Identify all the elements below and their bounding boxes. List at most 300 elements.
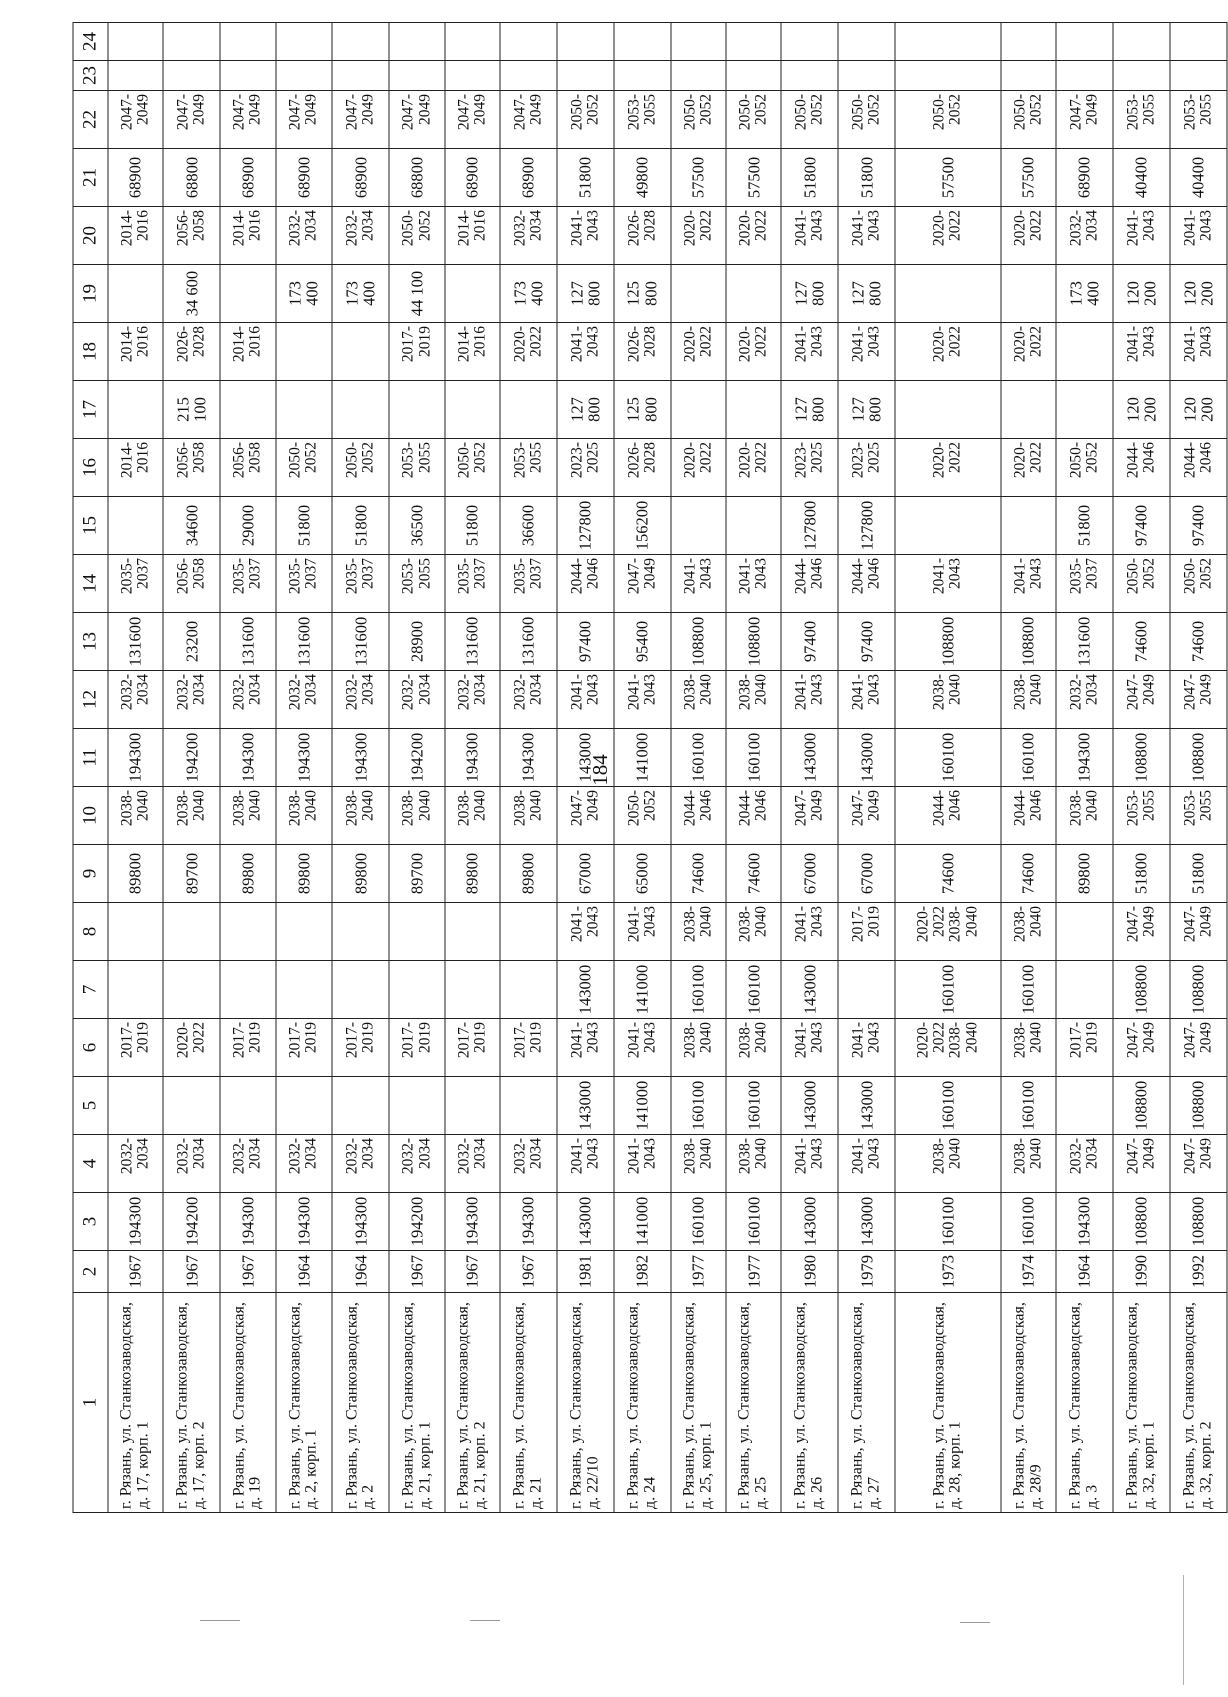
- table-row: [1170, 23, 1227, 1513]
- table-cell: 2038-2040: [1001, 1135, 1056, 1193]
- table-cell: 1981: [557, 1251, 614, 1293]
- table-cell: 108800: [671, 613, 726, 671]
- table-cell: 2050-2052: [838, 91, 895, 149]
- table-cell: 2041-2043: [557, 903, 614, 961]
- table-cell: 194200: [163, 729, 220, 787]
- table-cell: 68800: [163, 149, 220, 207]
- table-cell: 160100: [895, 1193, 1001, 1251]
- table-cell: [500, 903, 557, 961]
- table-cell: 51800: [1056, 497, 1113, 555]
- table-cell: 89800: [276, 845, 333, 903]
- table-cell: [1113, 23, 1170, 61]
- table-cell: 2038-2040: [726, 1135, 781, 1193]
- table-cell: 194300: [332, 1193, 389, 1251]
- table-cell: 89800: [1056, 845, 1113, 903]
- table-cell: 2032-2034: [1056, 1135, 1113, 1193]
- table-cell: [220, 1077, 275, 1135]
- table-cell: 156200: [614, 497, 671, 555]
- address-cell: г. Рязань, ул. Станкозаводская, д. 24: [614, 1293, 671, 1513]
- table-cell: 131600: [220, 613, 275, 671]
- table-cell: 2032-2034: [163, 1135, 220, 1193]
- table-cell: 65000: [614, 845, 671, 903]
- table-cell: 2047-2049: [220, 91, 275, 149]
- table-cell: 2035-2037: [220, 555, 275, 613]
- table-cell: [445, 23, 500, 61]
- table-row: [838, 23, 895, 1513]
- table-cell: 2044-2046: [838, 555, 895, 613]
- table-cell: 194300: [220, 729, 275, 787]
- table-cell: [389, 961, 444, 1019]
- table-cell: 89700: [163, 845, 220, 903]
- column-number-9: 9: [73, 845, 108, 903]
- table-cell: [614, 23, 671, 61]
- table-cell: 2041-2043: [781, 903, 838, 961]
- table-cell: 2020-2022: [671, 207, 726, 265]
- table-cell: 2038-2040: [671, 671, 726, 729]
- table-cell: 160100: [726, 961, 781, 1019]
- table-cell: 1977: [671, 1251, 726, 1293]
- table-cell: 97400: [1170, 497, 1227, 555]
- table-cell: [1001, 61, 1056, 91]
- table-cell: 2050-2052: [1056, 439, 1113, 497]
- table-cell: [671, 61, 726, 91]
- table-cell: 2056-2058: [163, 207, 220, 265]
- table-cell: [1056, 961, 1113, 1019]
- table-cell: 1967: [220, 1251, 275, 1293]
- table-cell: 2032-2034: [1056, 671, 1113, 729]
- table-cell: 2032-2034: [332, 671, 389, 729]
- table-cell: 67000: [838, 845, 895, 903]
- table-cell: [220, 265, 275, 323]
- table-cell: [276, 381, 333, 439]
- table-cell: [108, 903, 163, 961]
- address-cell: г. Рязань, ул. Станкозаводская, д. 19: [220, 1293, 275, 1513]
- table-cell: 2047-2049: [1113, 1019, 1170, 1077]
- table-cell: 2047-2049: [163, 91, 220, 149]
- table-cell: 89800: [332, 845, 389, 903]
- column-number-23: 23: [73, 61, 108, 91]
- table-cell: [500, 23, 557, 61]
- table-cell: 2050-2052: [671, 91, 726, 149]
- table-cell: [1170, 61, 1227, 91]
- table-cell: [1056, 61, 1113, 91]
- table-row: [1056, 23, 1113, 1513]
- table-cell: 57500: [671, 149, 726, 207]
- table-cell: [726, 497, 781, 555]
- table-cell: [557, 23, 614, 61]
- table-cell: 108800: [1113, 1193, 1170, 1251]
- table-cell: 143000: [781, 961, 838, 1019]
- table-cell: [220, 23, 275, 61]
- table-row: [895, 23, 1001, 1513]
- table-cell: [1056, 903, 1113, 961]
- table-cell: 2050-2052: [557, 91, 614, 149]
- column-number-14: 14: [73, 555, 108, 613]
- address-cell: г. Рязань, ул. Станкозаводская, д. 17, корп. 1: [108, 1293, 163, 1513]
- table-cell: 2020-2022: [1001, 207, 1056, 265]
- table-cell: 2032-2034: [500, 671, 557, 729]
- table-cell: 1977: [726, 1251, 781, 1293]
- table-cell: 1974: [1001, 1251, 1056, 1293]
- address-cell: г. Рязань, ул. Станкозаводская, д. 32, корп. 2: [1170, 1293, 1227, 1513]
- table-cell: 2038-2040: [671, 1135, 726, 1193]
- table-cell: 2014-2016: [108, 207, 163, 265]
- table-cell: 194300: [500, 729, 557, 787]
- table-cell: 2020-2022: [671, 323, 726, 381]
- scan-artifact: [470, 1620, 500, 1621]
- table-cell: 2023-2025: [557, 439, 614, 497]
- table-cell: 2020-2022: [726, 323, 781, 381]
- table-cell: [276, 323, 333, 381]
- table-cell: [500, 1077, 557, 1135]
- table-cell: [838, 961, 895, 1019]
- table-cell: 2014-2016: [445, 323, 500, 381]
- table-cell: 51800: [838, 149, 895, 207]
- table-cell: 160100: [671, 1077, 726, 1135]
- table-cell: 108800: [1170, 1077, 1227, 1135]
- table-cell: 120 200: [1170, 265, 1227, 323]
- table-cell: 2020-2022: [895, 207, 1001, 265]
- table-cell: 2020-2022: [895, 323, 1001, 381]
- table-cell: 120 200: [1113, 381, 1170, 439]
- table-cell: [781, 23, 838, 61]
- table-cell: 2035-2037: [445, 555, 500, 613]
- table-cell: 2041-2043: [838, 207, 895, 265]
- table-cell: 2047-2049: [1113, 1135, 1170, 1193]
- table-cell: [332, 61, 389, 91]
- repair-schedule-table-wrapper: [73, 32, 1228, 1513]
- table-cell: 160100: [1001, 961, 1056, 1019]
- table-cell: 194200: [389, 729, 444, 787]
- table-cell: 97400: [781, 613, 838, 671]
- table-cell: 89800: [108, 845, 163, 903]
- table-cell: 2041-2043: [895, 555, 1001, 613]
- table-cell: 51800: [781, 149, 838, 207]
- table-cell: 2047-2049: [1113, 671, 1170, 729]
- table-cell: 2032-2034: [276, 671, 333, 729]
- table-cell: [671, 381, 726, 439]
- table-cell: [445, 961, 500, 1019]
- table-cell: 29000: [220, 497, 275, 555]
- table-cell: 127800: [557, 497, 614, 555]
- table-cell: 2041-2043: [614, 1019, 671, 1077]
- table-cell: 1967: [445, 1251, 500, 1293]
- table-cell: 194300: [108, 1193, 163, 1251]
- table-cell: [163, 23, 220, 61]
- address-cell: г. Рязань, ул. Станкозаводская, д. 2: [332, 1293, 389, 1513]
- table-cell: 2038-2040: [332, 787, 389, 845]
- table-cell: 143000: [557, 729, 614, 787]
- table-cell: 2038-2040: [726, 671, 781, 729]
- table-cell: [895, 497, 1001, 555]
- table-cell: 2014-2016: [108, 439, 163, 497]
- table-cell: 2053-2055: [1170, 787, 1227, 845]
- table-cell: 2041-2043: [614, 1135, 671, 1193]
- table-cell: 2053-2055: [1113, 91, 1170, 149]
- table-cell: 108800: [1170, 961, 1227, 1019]
- table-cell: [671, 23, 726, 61]
- table-cell: 2047-2049: [614, 555, 671, 613]
- table-cell: 68900: [332, 149, 389, 207]
- table-cell: 2035-2037: [332, 555, 389, 613]
- table-cell: 160100: [895, 1077, 1001, 1135]
- table-cell: [276, 903, 333, 961]
- table-cell: 2044-2046: [1170, 439, 1227, 497]
- column-number-2: 2: [73, 1251, 108, 1293]
- table-cell: 2047-2049: [108, 91, 163, 149]
- table-cell: 2035-2037: [108, 555, 163, 613]
- page-number: 184: [587, 754, 612, 786]
- table-cell: [276, 1077, 333, 1135]
- table-cell: 2020-2022: [163, 1019, 220, 1077]
- table-cell: 1980: [781, 1251, 838, 1293]
- table-cell: 2038-2040: [1001, 671, 1056, 729]
- table-cell: 2041-2043: [1001, 555, 1056, 613]
- table-cell: 1964: [332, 1251, 389, 1293]
- table-cell: 68900: [445, 149, 500, 207]
- table-cell: 68900: [1056, 149, 1113, 207]
- table-cell: 2017-2019: [332, 1019, 389, 1077]
- table-cell: [614, 61, 671, 91]
- table-cell: 44 100: [389, 265, 444, 323]
- table-cell: 194200: [389, 1193, 444, 1251]
- table-cell: 2032-2034: [445, 671, 500, 729]
- table-row: [276, 23, 333, 1513]
- table-cell: 36600: [500, 497, 557, 555]
- table-cell: [1056, 323, 1113, 381]
- table-cell: 2026-2028: [163, 323, 220, 381]
- table-row: [445, 23, 500, 1513]
- address-cell: г. Рязань, ул. Станкозаводская, д. 28, корп. 1: [895, 1293, 1001, 1513]
- table-cell: 2032-2034: [332, 1135, 389, 1193]
- table-cell: 131600: [1056, 613, 1113, 671]
- table-cell: 2056-2058: [163, 439, 220, 497]
- table-cell: 2038-2040: [389, 787, 444, 845]
- table-cell: 2041-2043: [838, 671, 895, 729]
- address-cell: г. Рязань, ул. Станкозаводская, д. 22/10: [557, 1293, 614, 1513]
- table-cell: 2047-2049: [1170, 1135, 1227, 1193]
- table-cell: 2041-2043: [838, 1019, 895, 1077]
- table-cell: 2020-2022 2038-2040: [895, 1019, 1001, 1077]
- table-cell: [220, 381, 275, 439]
- address-cell: г. Рязань, ул. Станкозаводская, д. 26: [781, 1293, 838, 1513]
- table-cell: 131600: [108, 613, 163, 671]
- table-cell: 2017-2019: [445, 1019, 500, 1077]
- table-cell: 1990: [1113, 1251, 1170, 1293]
- table-cell: 51800: [332, 497, 389, 555]
- table-cell: 141000: [614, 1193, 671, 1251]
- table-cell: [445, 903, 500, 961]
- table-cell: 1964: [1056, 1251, 1113, 1293]
- table-cell: [445, 381, 500, 439]
- table-row: [1113, 23, 1170, 1513]
- table-row: [389, 23, 444, 1513]
- table-cell: [332, 381, 389, 439]
- table-cell: [276, 23, 333, 61]
- table-cell: 2056-2058: [220, 439, 275, 497]
- table-cell: 2038-2040: [671, 1019, 726, 1077]
- table-cell: [108, 61, 163, 91]
- table-cell: 1967: [108, 1251, 163, 1293]
- table-cell: [1001, 497, 1056, 555]
- table-cell: 2038-2040: [895, 671, 1001, 729]
- table-cell: 2038-2040: [1001, 1019, 1056, 1077]
- column-number-5: 5: [73, 1077, 108, 1135]
- table-cell: 2047-2049: [1170, 671, 1227, 729]
- table-cell: [276, 961, 333, 1019]
- table-cell: [838, 61, 895, 91]
- table-cell: 2038-2040: [220, 787, 275, 845]
- table-cell: 2047-2049: [332, 91, 389, 149]
- table-cell: 74600: [895, 845, 1001, 903]
- column-number-18: 18: [73, 323, 108, 381]
- table-cell: 108800: [726, 613, 781, 671]
- table-cell: 2032-2034: [389, 671, 444, 729]
- table-cell: 2041-2043: [838, 1135, 895, 1193]
- table-cell: [276, 61, 333, 91]
- table-cell: 2050-2052: [1170, 555, 1227, 613]
- table-row: [108, 23, 163, 1513]
- table-cell: 2038-2040: [1001, 903, 1056, 961]
- table-cell: 2050-2052: [276, 439, 333, 497]
- table-cell: 127 800: [838, 381, 895, 439]
- table-cell: 2041-2043: [671, 555, 726, 613]
- table-cell: 2050-2052: [389, 207, 444, 265]
- table-cell: [389, 23, 444, 61]
- table-cell: 1964: [276, 1251, 333, 1293]
- table-cell: 160100: [1001, 1077, 1056, 1135]
- table-cell: 2032-2034: [445, 1135, 500, 1193]
- table-cell: 143000: [557, 1193, 614, 1251]
- table-cell: 74600: [726, 845, 781, 903]
- table-cell: 125 800: [614, 265, 671, 323]
- table-cell: 74600: [671, 845, 726, 903]
- table-cell: 2041-2043: [726, 555, 781, 613]
- table-cell: 2038-2040: [445, 787, 500, 845]
- table-cell: 74600: [1170, 613, 1227, 671]
- table-cell: 108800: [1170, 729, 1227, 787]
- table-cell: [108, 961, 163, 1019]
- table-cell: 2050-2052: [726, 91, 781, 149]
- table-cell: [108, 23, 163, 61]
- table-cell: [500, 61, 557, 91]
- table-cell: 173 400: [1056, 265, 1113, 323]
- table-cell: 2044-2046: [1113, 439, 1170, 497]
- table-cell: 143000: [781, 729, 838, 787]
- table-cell: 141000: [614, 1077, 671, 1135]
- table-cell: 143000: [781, 1193, 838, 1251]
- table-cell: 2050-2052: [1001, 91, 1056, 149]
- table-cell: 108800: [1001, 613, 1056, 671]
- table-cell: 2017-2019: [108, 1019, 163, 1077]
- table-cell: [726, 381, 781, 439]
- table-cell: 51800: [445, 497, 500, 555]
- table-cell: 127800: [781, 497, 838, 555]
- table-cell: 2041-2043: [614, 671, 671, 729]
- table-cell: 194300: [108, 729, 163, 787]
- table-cell: 2053-2055: [389, 555, 444, 613]
- table-cell: 2032-2034: [332, 207, 389, 265]
- table-cell: 194200: [163, 1193, 220, 1251]
- table-cell: [445, 61, 500, 91]
- table-cell: [163, 961, 220, 1019]
- table-cell: 2023-2025: [838, 439, 895, 497]
- table-cell: [389, 61, 444, 91]
- table-cell: 2032-2034: [220, 671, 275, 729]
- table-cell: 51800: [276, 497, 333, 555]
- table-cell: 2050-2052: [332, 439, 389, 497]
- table-cell: 141000: [614, 961, 671, 1019]
- table-cell: [895, 381, 1001, 439]
- table-cell: [163, 1077, 220, 1135]
- table-cell: 194300: [220, 1193, 275, 1251]
- table-cell: 2017-2019: [220, 1019, 275, 1077]
- table-cell: 57500: [726, 149, 781, 207]
- table-cell: [108, 497, 163, 555]
- table-cell: 2038-2040: [276, 787, 333, 845]
- column-number-4: 4: [73, 1135, 108, 1193]
- table-cell: 68800: [389, 149, 444, 207]
- table-cell: 194300: [445, 1193, 500, 1251]
- table-cell: 2041-2043: [557, 1019, 614, 1077]
- table-cell: 2017-2019: [1056, 1019, 1113, 1077]
- table-cell: [1056, 23, 1113, 61]
- table-cell: [895, 23, 1001, 61]
- table-cell: 1967: [163, 1251, 220, 1293]
- table-cell: 2017-2019: [276, 1019, 333, 1077]
- column-number-3: 3: [73, 1193, 108, 1251]
- table-cell: 2017-2019: [500, 1019, 557, 1077]
- table-cell: [108, 1077, 163, 1135]
- table-cell: 160100: [726, 1193, 781, 1251]
- table-cell: 2041-2043: [781, 671, 838, 729]
- table-cell: 2056-2058: [163, 555, 220, 613]
- table-cell: 89800: [500, 845, 557, 903]
- table-cell: 2044-2046: [1001, 787, 1056, 845]
- table-cell: [389, 381, 444, 439]
- table-cell: [332, 1077, 389, 1135]
- table-cell: 194300: [445, 729, 500, 787]
- table-cell: 2047-2049: [276, 91, 333, 149]
- table-cell: 34600: [163, 497, 220, 555]
- table-cell: 108800: [1113, 961, 1170, 1019]
- table-cell: 2020-2022: [726, 439, 781, 497]
- table-cell: [332, 961, 389, 1019]
- table-cell: 2017-2019: [389, 1019, 444, 1077]
- table-cell: 131600: [500, 613, 557, 671]
- table-cell: 2026-2028: [614, 439, 671, 497]
- table-cell: 57500: [895, 149, 1001, 207]
- column-number-17: 17: [73, 381, 108, 439]
- address-cell: г. Рязань, ул. Станкозаводская, д. 3: [1056, 1293, 1113, 1513]
- table-row: [671, 23, 726, 1513]
- table-cell: 160100: [671, 961, 726, 1019]
- table-cell: 2044-2046: [557, 555, 614, 613]
- table-cell: 2041-2043: [1170, 207, 1227, 265]
- table-cell: 160100: [1001, 1193, 1056, 1251]
- table-cell: 97400: [1113, 497, 1170, 555]
- table-cell: 2044-2046: [895, 787, 1001, 845]
- table-cell: 143000: [838, 1077, 895, 1135]
- table-cell: 2038-2040: [1056, 787, 1113, 845]
- table-cell: [671, 497, 726, 555]
- table-body: [108, 23, 1227, 1513]
- table-cell: 2014-2016: [445, 207, 500, 265]
- table-cell: 2017-2019: [838, 903, 895, 961]
- table-cell: 51800: [1113, 845, 1170, 903]
- table-cell: [108, 381, 163, 439]
- column-number-6: 6: [73, 1019, 108, 1077]
